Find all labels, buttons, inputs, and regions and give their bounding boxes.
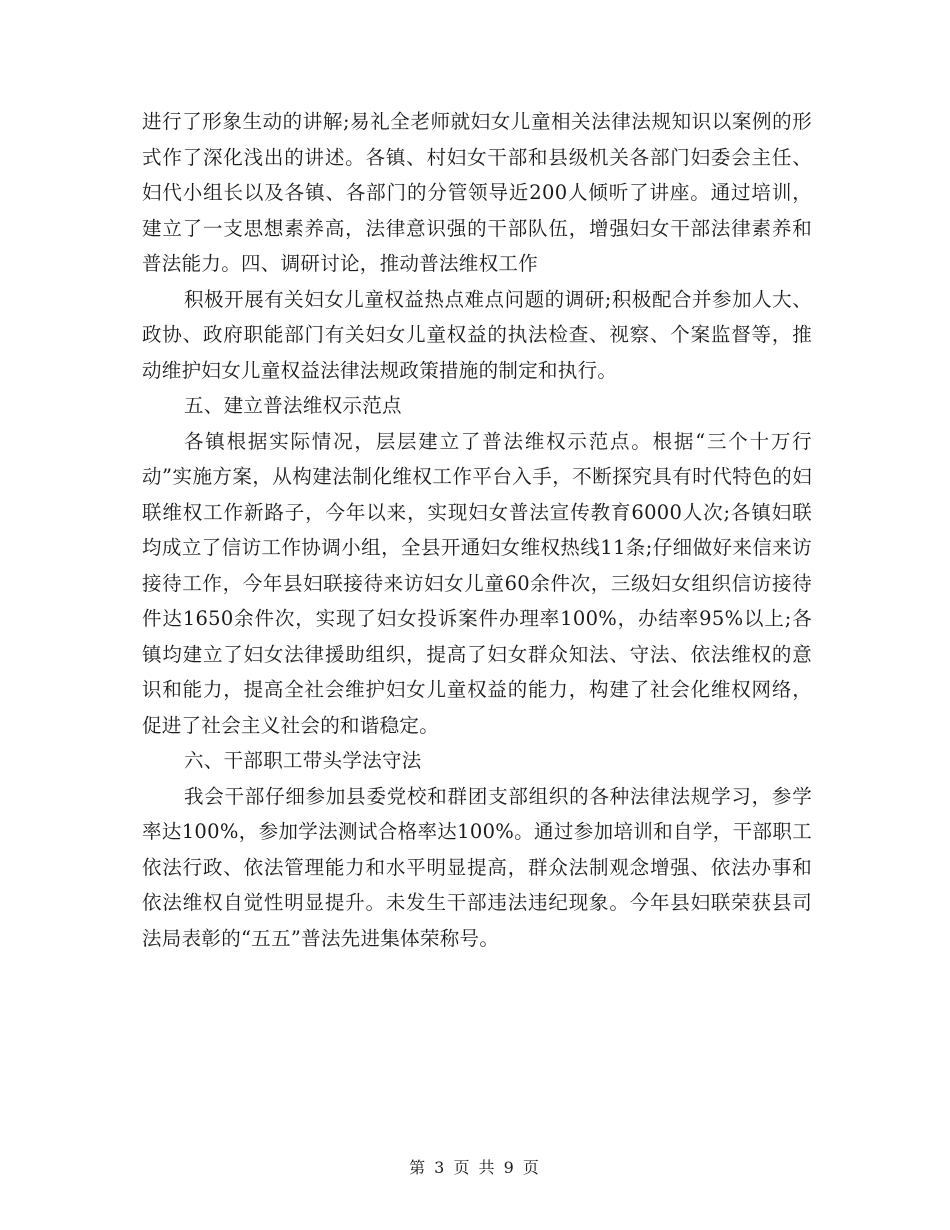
section-heading-5: 五、建立普法维权示范点 [184,394,402,417]
document-body [142,104,812,956]
paragraph-2: 积极开展有关妇女儿童权益热点难点问题的调研;积极配合并参加人大、政协、政府职能部门有关妇女儿童权益的执法检查、视察、个案监督等，推动维护妇女儿童权益法律法规政策措施的制定和执行。 [142,287,812,382]
paragraph-4: 我会干部仔细参加县委党校和群团支部组织的各种法律法规学习，参学率达100%，参加学法测试合格率达100%。通过参加培训和自学，干部职工依法行政、依法管理能力和水平明显提高，群众法制观念增强、依法办事和依法维权自觉性明显提升。未发生干部违法违纪现象。今年县妇联荣获县司法局表彰的“五五”普法先进集体荣称号。 [142,784,812,950]
paragraph-1: 进行了形象生动的讲解;易礼全老师就妇女儿童相关法律法规知识以案例的形式作了深化浅出的讲述。各镇、村妇女干部和县级机关各部门妇委会主任、妇代小组长以及各镇、各部门的分管领导近200人倾听了讲座。通过培训，建立了一支思想素养高，法律意识强的干部队伍，增强妇女干部法律素养和普法能力。四、调研讨论，推动普法维权工作 [142,110,812,275]
page-number-footer: 第 3 页 共 9 页 [409,1158,541,1177]
paragraph-3: 各镇根据实际情况，层层建立了普法维权示范点。根据“三个十万行动”实施方案，从构建法制化维权工作平台入手，不断探究具有时代特色的妇联维权工作新路子，今年以来，实现妇女普法宣传教育6000人次;各镇妇联均成立了信访工作协调小组，全县开通妇女维权热线11条;仔细做好来信来访接待工作，今年县妇联接待来访妇女儿童60余件次，三级妇女组织信访接待件达1650余件次，实现了妇女投诉案件办理率100%，办结率95%以上;各镇均建立了妇女法律援助组织，提高了妇女群众知法、守法、依法维权的意识和能力，提高全社会维护妇女儿童权益的能力，构建了社会化维权网络，促进了社会主义社会的和谐稳定。 [142,429,812,737]
section-heading-6: 六、干部职工带头学法守法 [184,749,422,772]
